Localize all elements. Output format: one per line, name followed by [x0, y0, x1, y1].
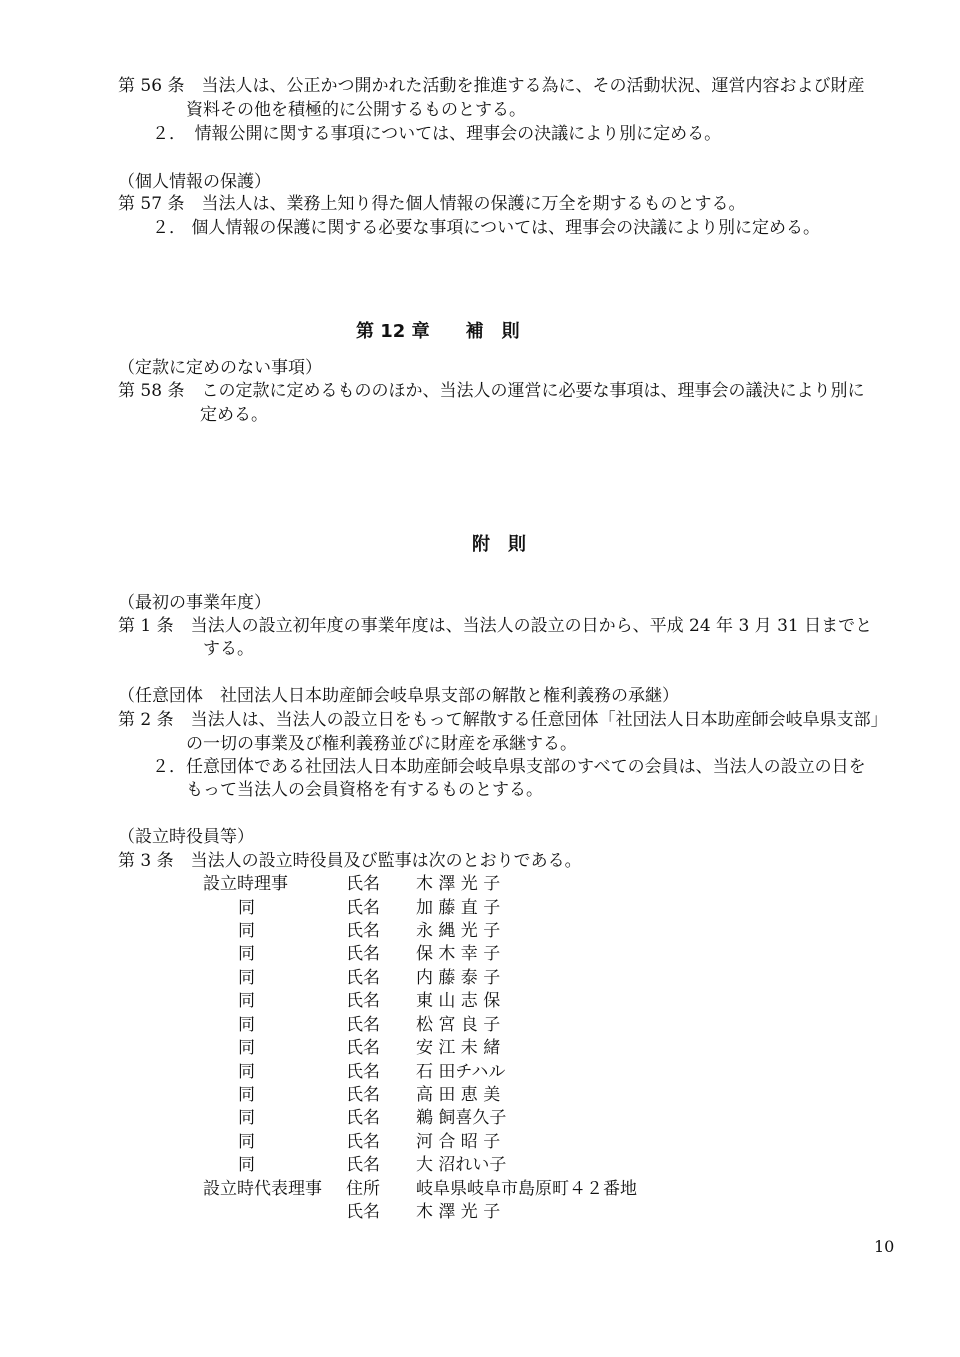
officer-role: 同 [238, 1108, 255, 1128]
article-57-caption: （個人情報の保護） [118, 172, 271, 192]
officer-name: 鵜 飼喜久子 [416, 1108, 507, 1128]
supp-article-1-line-2: する。 [203, 639, 254, 659]
officer-name: 木 澤 光 子 [416, 874, 501, 894]
article-58-line-2: 定める。 [200, 405, 268, 425]
officer-name: 松 宮 良 子 [416, 1015, 501, 1035]
officer-role: 設立時理事 [203, 874, 288, 894]
officer-role: 同 [238, 1132, 255, 1152]
officer-field-label: 氏名 [346, 1132, 380, 1152]
officer-role: 同 [238, 1085, 255, 1105]
officer-role: 同 [238, 991, 255, 1011]
officer-name: 加 藤 直 子 [416, 898, 501, 918]
officer-role: 同 [238, 1038, 255, 1058]
officer-role: 同 [238, 1015, 255, 1035]
officer-field-label: 氏名 [346, 968, 380, 988]
article-56-line-1: 第 56 条 当法人は、公正かつ開かれた活動を推進する為に、その活動状況、運営内容および財産 [118, 76, 865, 96]
officer-name: 大 沼れい子 [416, 1155, 507, 1175]
article-56-clause-2: ２． 情報公開に関する事項については、理事会の決議により別に定める。 [152, 124, 722, 144]
officer-field-label: 氏名 [346, 1155, 380, 1175]
officer-name: 安 江 未 緒 [416, 1038, 501, 1058]
officer-role: 同 [238, 1062, 255, 1082]
supp-article-2-clause-2-line-2: もって当法人の会員資格を有するものとする。 [186, 780, 543, 800]
officer-name: 内 藤 泰 子 [416, 968, 501, 988]
officer-name: 東 山 志 保 [416, 991, 501, 1011]
officer-field-label: 氏名 [346, 1085, 380, 1105]
supp-article-3-line-1: 第 3 条 当法人の設立時役員及び監事は次のとおりである。 [118, 851, 582, 871]
supp-article-2-line-2: の一切の事業及び権利義務並びに財産を承継する。 [186, 734, 577, 754]
officer-field-label: 氏名 [346, 1015, 380, 1035]
officer-field-label: 氏名 [346, 898, 380, 918]
supplementary-title: 附 則 [472, 534, 526, 555]
officer-name: 永 縄 光 子 [416, 921, 501, 941]
supp-article-3-caption: （設立時役員等） [118, 827, 254, 847]
officer-role: 同 [238, 898, 255, 918]
article-57-clause-2: ２． 個人情報の保護に関する必要な事項については、理事会の決議により別に定める。 [152, 218, 821, 238]
officer-field-label: 氏名 [346, 921, 380, 941]
officer-role: 同 [238, 968, 255, 988]
supp-article-1-line-1: 第 1 条 当法人の設立初年度の事業年度は、当法人の設立の日から、平成 24 年 3 月 31 日までと [118, 616, 873, 636]
officer-field-label: 住所 [346, 1179, 380, 1199]
officer-name: 河 合 昭 子 [416, 1132, 501, 1152]
officer-name: 保 木 幸 子 [416, 944, 501, 964]
supp-article-2-clause-2-line-1: ２．任意団体である社団法人日本助産師会岐阜県支部のすべての会員は、当法人の設立の日を [152, 757, 866, 777]
supp-article-2-line-1: 第 2 条 当法人は、当法人の設立日をもって解散する任意団体「社団法人日本助産師会岐阜県支部」 [118, 710, 888, 730]
officer-field-label: 氏名 [346, 1202, 380, 1222]
officer-field-label: 氏名 [346, 991, 380, 1011]
officer-name: 石 田チハル [416, 1062, 506, 1082]
officer-role: 同 [238, 921, 255, 941]
page-number: 10 [874, 1237, 895, 1256]
officer-field-label: 氏名 [346, 1038, 380, 1058]
officer-name: 木 澤 光 子 [416, 1202, 501, 1222]
officer-role: 同 [238, 1155, 255, 1175]
officer-address: 岐阜県岐阜市島原町４２番地 [416, 1179, 637, 1199]
officer-role: 設立時代表理事 [203, 1179, 322, 1199]
officer-field-label: 氏名 [346, 874, 380, 894]
article-58-caption: （定款に定めのない事項） [118, 358, 322, 378]
officer-field-label: 氏名 [346, 1062, 380, 1082]
officer-name: 高 田 恵 美 [416, 1085, 501, 1105]
officer-role: 同 [238, 944, 255, 964]
article-58-line-1: 第 58 条 この定款に定めるもののほか、当法人の運営に必要な事項は、理事会の議決により別に [118, 381, 865, 401]
supp-article-2-caption: （任意団体 社団法人日本助産師会岐阜県支部の解散と権利義務の承継） [118, 686, 679, 706]
article-56-line-2: 資料その他を積極的に公開するものとする。 [186, 100, 526, 120]
officer-field-label: 氏名 [346, 1108, 380, 1128]
officer-field-label: 氏名 [346, 944, 380, 964]
article-57-line-1: 第 57 条 当法人は、業務上知り得た個人情報の保護に万全を期するものとする。 [118, 194, 746, 214]
supp-article-1-caption: （最初の事業年度） [118, 593, 271, 613]
chapter-12-title: 第 12 章 補 則 [356, 321, 520, 342]
